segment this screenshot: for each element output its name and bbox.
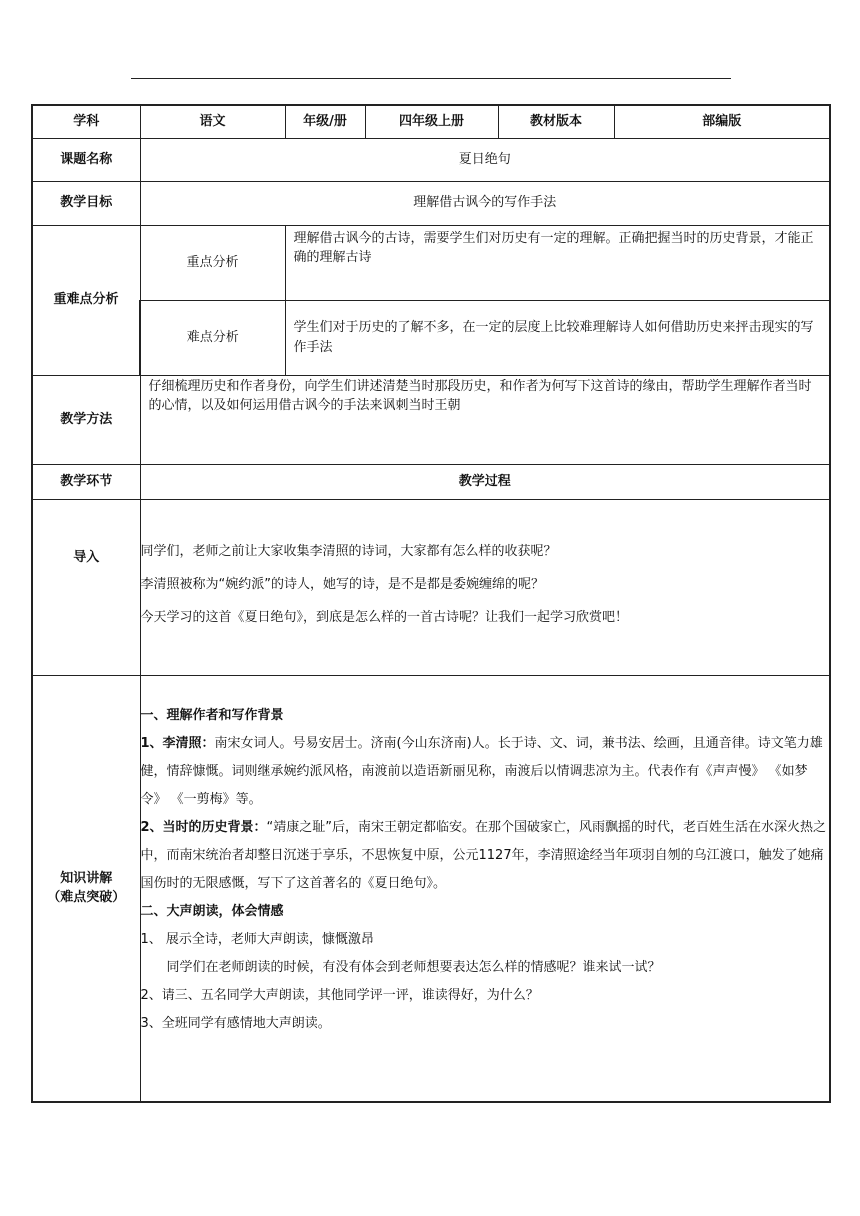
header-row	[32, 105, 830, 138]
intro-label: 导入	[32, 499, 140, 675]
intro-content	[140, 499, 830, 675]
author-text: 南宋女词人。号易安居士。济南(今山东济南)人。长于诗、文、词，兼书法、绘画，且通音律。诗文笔力雄健，情辞慷慨。词则继承婉约派风格，南渡前以造语新丽见称，南渡后以情调悲凉为主。代表作有《声声慢》 《如梦令》 《一剪梅》等。	[140, 735, 823, 807]
key-point-row	[32, 225, 830, 300]
hard-point-row	[32, 300, 830, 375]
author-paragraph	[141, 730, 830, 814]
method-row	[32, 375, 830, 464]
background-paragraph	[141, 814, 830, 898]
section-1-title: 一、理解作者和写作背景	[140, 707, 284, 723]
key-point-label: 重点分析	[140, 225, 285, 300]
knowledge-label-line-1: 知识讲解	[60, 870, 113, 886]
intro-line-3: 今天学习的这首《夏日绝句》，到底是怎么样的一首古诗呢？让我们一起学习欣赏吧！	[140, 609, 629, 625]
key-point-text: 理解借古讽今的古诗，需要学生们对历史有一定的理解。正确把握当时的历史背景，才能正确的理解古诗	[285, 225, 830, 300]
intro-line-2: 李清照被称为“婉约派”的诗人，她写的诗，是不是都是委婉缠绵的呢？	[140, 576, 544, 592]
edition-label: 教材版本	[498, 105, 614, 138]
section-2-title: 二、大声朗读，体会情感	[140, 903, 284, 919]
difficulty-label: 重难点分析	[32, 225, 140, 375]
grade-value: 四年级上册	[365, 105, 498, 138]
lesson-plan-table	[31, 104, 831, 1103]
subject-value: 语文	[140, 105, 285, 138]
grade-label: 年级/册	[285, 105, 365, 138]
process-header-row	[32, 464, 830, 499]
intro-line-1: 同学们，老师之前让大家收集李清照的诗词，大家都有怎么样的收获呢？	[140, 543, 557, 559]
knowledge-label-line-2: （难点突破）	[47, 890, 126, 906]
method-label: 教学方法	[32, 375, 140, 464]
goal-row	[32, 181, 830, 225]
goal-value: 理解借古讽今的写作手法	[140, 181, 830, 225]
intro-row	[32, 499, 830, 675]
background-prefix: 2、当时的历史背景：	[140, 819, 267, 835]
background-text: “靖康之耻”后，南宋王朝定都临安。在那个国破家亡，风雨飘摇的时代，老百姓生活在水深火热之中，而南宋统治者却整日沉迷于享乐，不思恢复中原，公元1127年，李清照途经当年项羽自刎的乌江渡口，触发了她痛国伤时的无限感慨，写下了这首著名的《夏日绝句》。	[140, 819, 827, 891]
method-text: 仔细梳理历史和作者身份，向学生们讲述清楚当时那段历史，和作者为何写下这首诗的缘由，帮助学生理解作者当时的心情，以及如何运用借古讽今的手法来讽刺当时王朝	[140, 375, 830, 464]
author-prefix: 1、李清照：	[140, 735, 215, 751]
goal-label: 教学目标	[32, 181, 140, 225]
hard-point-text: 学生们对于历史的了解不多，在一定的层度上比较难理解诗人如何借助历史来抨击现实的写作手法	[285, 300, 830, 375]
title-label: 课题名称	[32, 138, 140, 181]
process-step-label: 教学环节	[32, 464, 140, 499]
knowledge-row	[32, 675, 830, 1102]
title-row	[32, 138, 830, 181]
header-rule	[131, 78, 731, 79]
knowledge-label	[32, 675, 140, 1102]
knowledge-content	[140, 675, 830, 1102]
read-step-2: 2、请三、五名同学大声朗读，其他同学评一评，谁读得好，为什么？	[140, 987, 539, 1003]
lesson-title: 夏日绝句	[140, 138, 830, 181]
read-step-1-question: 同学们在老师朗读的时候，有没有体会到老师想要表达怎么样的情感呢？谁来试一试？	[166, 959, 661, 975]
process-label: 教学过程	[140, 464, 830, 499]
hard-point-label: 难点分析	[140, 300, 285, 375]
edition-value: 部编版	[614, 105, 830, 138]
subject-label: 学科	[32, 105, 140, 138]
read-step-1: 1、 展示全诗，老师大声朗读，慷慨激昂	[140, 931, 374, 947]
read-step-3: 3、全班同学有感情地大声朗读。	[140, 1015, 331, 1031]
